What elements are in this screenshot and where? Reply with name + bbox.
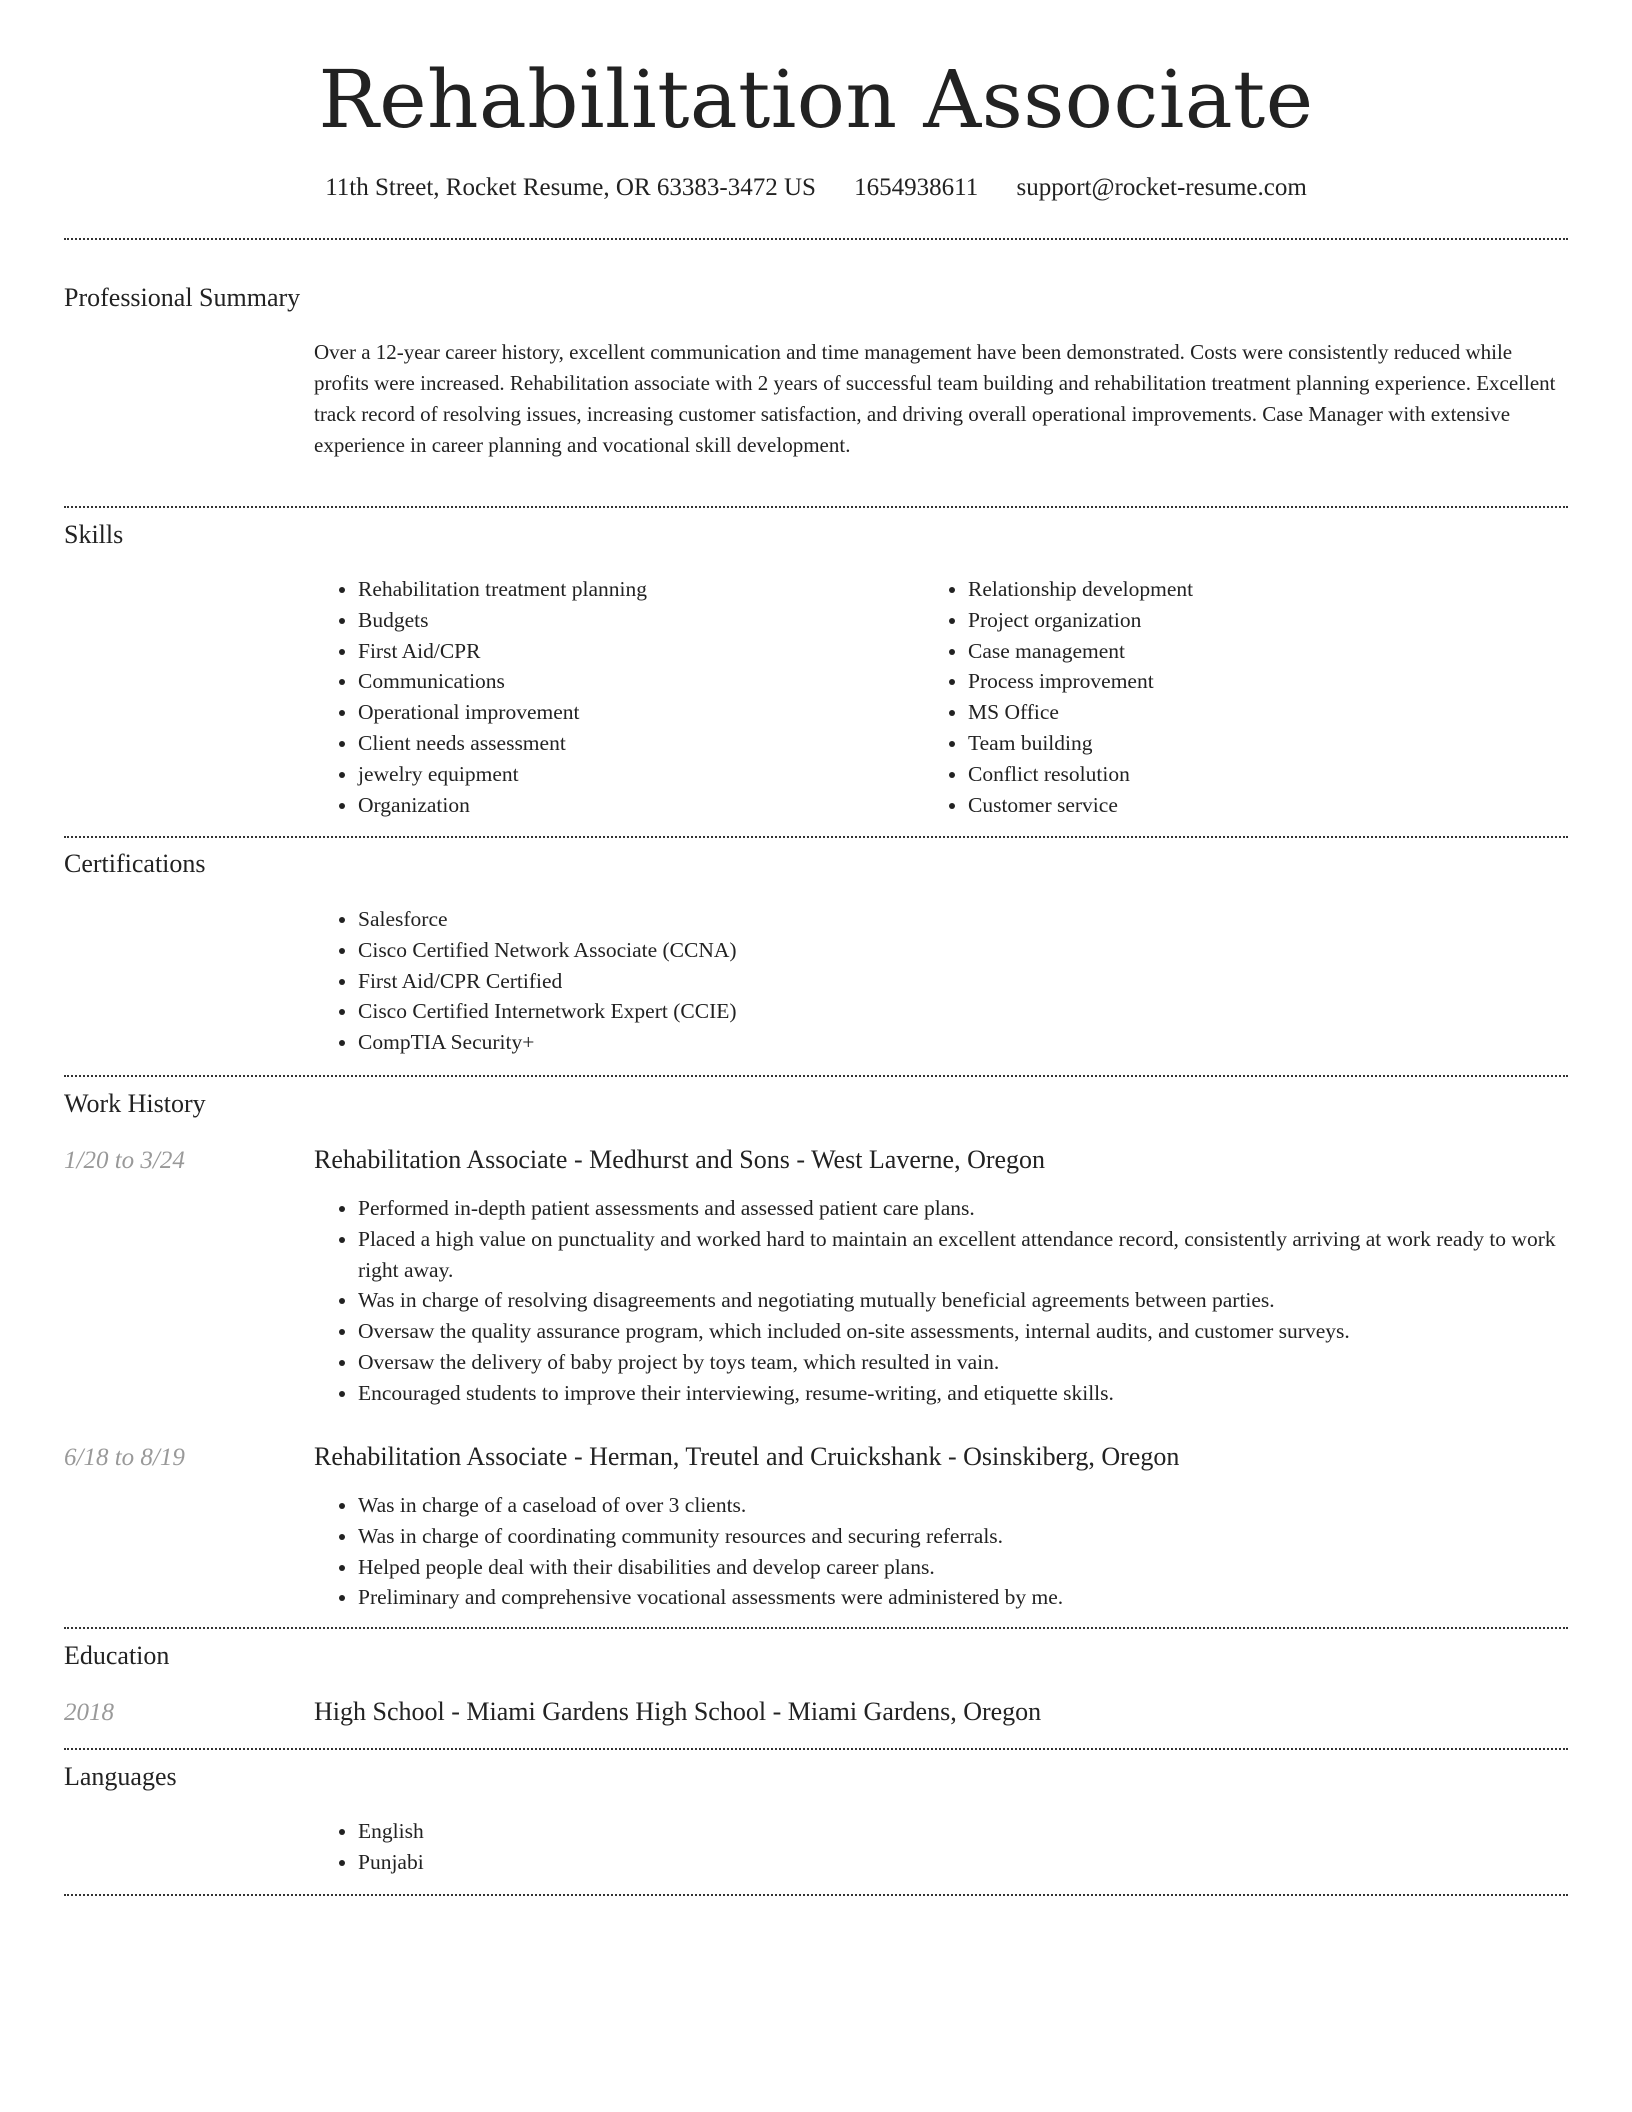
job-bullets [314, 1490, 1578, 1613]
divider [64, 506, 1568, 508]
divider [64, 836, 1568, 838]
skill-item: • Process improvement [968, 666, 1568, 697]
certification-item: • Cisco Certified Internetwork Expert (CCIE) [358, 996, 1558, 1027]
certification-item: • Salesforce [358, 904, 1558, 935]
section-heading-languages: Languages [64, 1762, 177, 1791]
language-item: • English [358, 1816, 958, 1847]
job-title: Rehabilitation Associate - Medhurst and Sons - West Laverne, Oregon [314, 1145, 1046, 1174]
resume-name: Rehabilitation Associate [318, 53, 1314, 146]
skills-list-right [924, 574, 1568, 820]
job-bullet: • Performed in-depth patient assessments and assessed patient care plans. [358, 1193, 1578, 1224]
skill-item: • MS Office [968, 697, 1568, 728]
job-bullet: • Was in charge of coordinating community resources and securing referrals. [358, 1521, 1578, 1552]
job-title: Rehabilitation Associate - Herman, Treutel and Cruickshank - Osinskiberg, Oregon [314, 1442, 1180, 1471]
certification-item: • CompTIA Security+ [358, 1027, 1558, 1058]
job-bullet: • Encouraged students to improve their interviewing, resume-writing, and etiquette skills. [358, 1378, 1578, 1409]
education-entry: High School - Miami Gardens High School - Miami Gardens, Oregon [314, 1697, 1042, 1726]
skill-item: • Relationship development [968, 574, 1568, 605]
skill-item: • Team building [968, 728, 1568, 759]
skill-item: • Organization [358, 790, 918, 821]
job-bullet: • Helped people deal with their disabilities and develop career plans. [358, 1552, 1578, 1583]
job-bullet: • Preliminary and comprehensive vocational assessments were administered by me. [358, 1582, 1578, 1613]
job-bullet: • Was in charge of a caseload of over 3 clients. [358, 1490, 1578, 1521]
section-heading-skills: Skills [64, 520, 124, 549]
skill-item: • First Aid/CPR [358, 636, 918, 667]
section-heading-certifications: Certifications [64, 849, 206, 878]
skill-item: • Customer service [968, 790, 1568, 821]
skill-item: • Budgets [358, 605, 918, 636]
divider [64, 238, 1568, 240]
section-heading-work-history: Work History [64, 1089, 206, 1118]
divider [64, 1075, 1568, 1077]
section-heading-summary: Professional Summary [64, 283, 301, 312]
job-bullets [314, 1193, 1578, 1409]
skill-item: • Conflict resolution [968, 759, 1568, 790]
skill-item: • Communications [358, 666, 918, 697]
contact-phone: 1654938611 [854, 174, 979, 201]
contact-line [0, 170, 1632, 206]
language-item: • Punjabi [358, 1847, 958, 1878]
skill-item: • jewelry equipment [358, 759, 918, 790]
divider [64, 1627, 1568, 1629]
education-year: 2018 [64, 1699, 114, 1726]
skill-item: • Case management [968, 636, 1568, 667]
job-bullet: • Placed a high value on punctuality and worked hard to maintain an excellent attendance record, consistently arriving at work ready to work right away. [358, 1224, 1578, 1286]
contact-email: support@rocket-resume.com [1016, 174, 1307, 201]
divider [64, 1748, 1568, 1750]
job-bullet: • Was in charge of resolving disagreements and negotiating mutually beneficial agreements between parties. [358, 1285, 1578, 1316]
certification-item: • Cisco Certified Network Associate (CCNA) [358, 935, 1558, 966]
certifications-list [314, 904, 1558, 1058]
job-bullet: • Oversaw the quality assurance program, which included on-site assessments, internal audits, and customer surveys. [358, 1316, 1578, 1347]
skill-item: • Project organization [968, 605, 1568, 636]
summary-text: Over a 12-year career history, excellent communication and time management have been demonstrated. Costs were consistently reduced while profits were increased. Rehabilitation associate with 2 years of successful team building and rehabilitation treatment planning experience. Excellent track record of resolving issues, increasing customer satisfaction, and driving overall operational improvements. Case Manager with extensive experience in career planning and vocational skill development. [314, 340, 1556, 457]
job-dates: 6/18 to 8/19 [64, 1444, 185, 1471]
job-bullet: • Oversaw the delivery of baby project by toys team, which resulted in vain. [358, 1347, 1578, 1378]
skills-list-left [314, 574, 918, 820]
contact-address: 11th Street, Rocket Resume, OR 63383-3472 US [325, 174, 816, 201]
certification-item: • First Aid/CPR Certified [358, 966, 1558, 997]
languages-list [314, 1816, 958, 1878]
divider [64, 1894, 1568, 1896]
skill-item: • Operational improvement [358, 697, 918, 728]
skill-item: • Client needs assessment [358, 728, 918, 759]
job-dates: 1/20 to 3/24 [64, 1147, 185, 1174]
section-heading-education: Education [64, 1641, 170, 1670]
skill-item: • Rehabilitation treatment planning [358, 574, 918, 605]
